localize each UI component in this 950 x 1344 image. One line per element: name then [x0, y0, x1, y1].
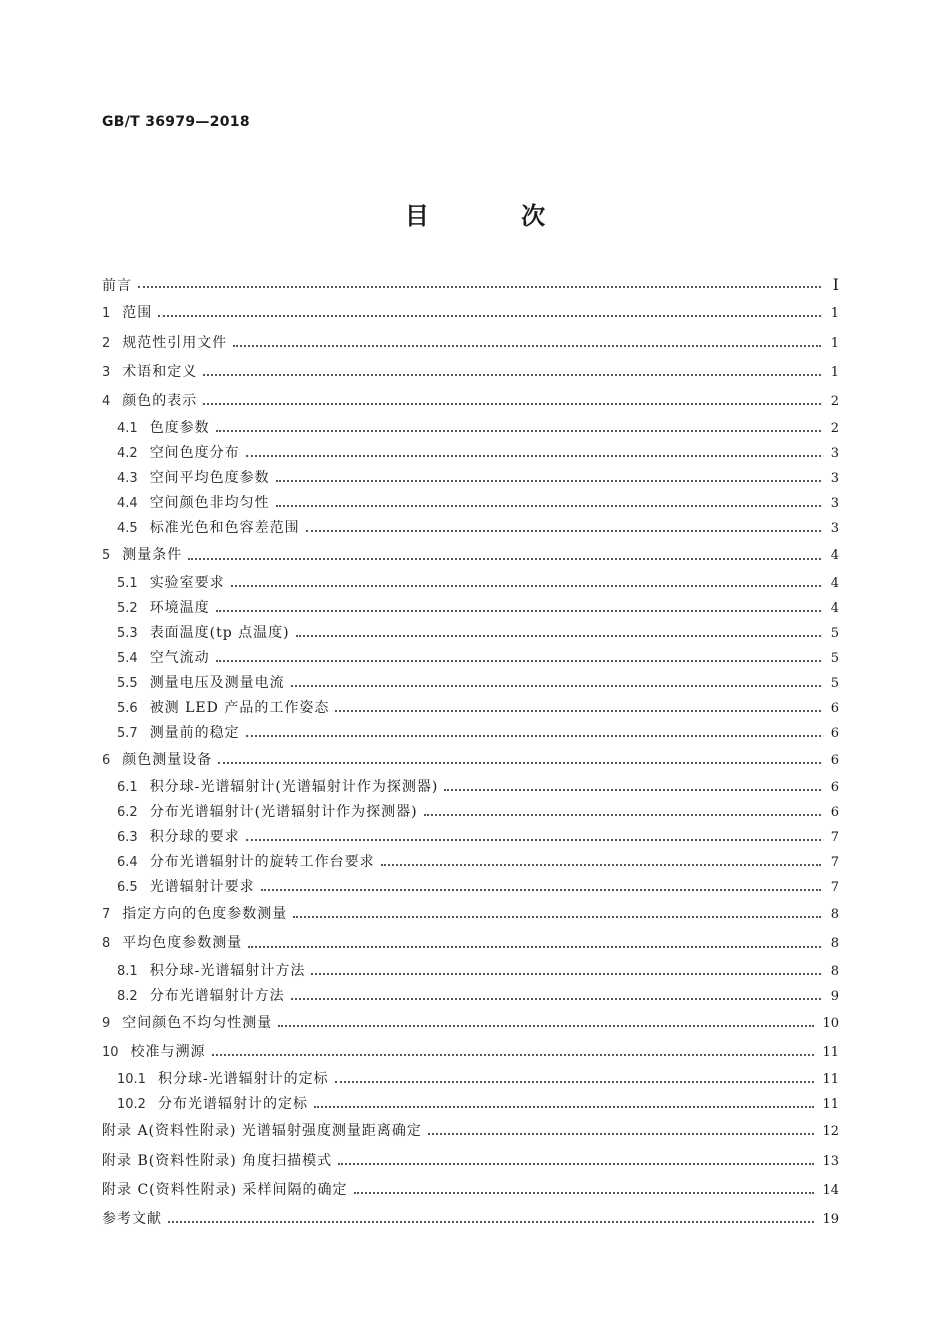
dot-leader	[311, 972, 821, 975]
toc-entry[interactable]	[102, 1009, 839, 1038]
dot-leader	[291, 684, 821, 687]
toc-entry[interactable]	[102, 596, 839, 621]
toc-entry-title: 被测 LED 产品的工作姿态	[149, 699, 330, 716]
dot-leader	[216, 659, 821, 662]
standard-code: GB/T 36979—2018	[102, 114, 250, 130]
dot-leader	[444, 788, 821, 791]
toc-entry-title: 积分球的要求	[149, 829, 240, 846]
dot-leader	[216, 609, 821, 612]
toc-entry-number: 4.4	[117, 496, 138, 512]
toc-entry-number: 7	[102, 907, 111, 923]
toc-entry-title: 空间颜色不均匀性测量	[122, 1014, 273, 1031]
dot-leader	[296, 634, 821, 637]
dot-leader	[306, 529, 821, 532]
toc-entry-number: 5	[102, 548, 111, 564]
dot-leader	[428, 1132, 815, 1135]
dot-leader	[138, 285, 821, 288]
toc-entry[interactable]	[102, 775, 839, 800]
toc-entry-page: 3	[830, 496, 839, 512]
toc-entry-title: 测量条件	[122, 547, 183, 564]
toc-entry-page: 6	[830, 780, 839, 796]
table-of-contents	[102, 270, 839, 1234]
dot-leader	[335, 1080, 815, 1083]
dot-leader	[246, 838, 821, 841]
dot-leader	[291, 997, 821, 1000]
toc-entry-number: 2	[102, 335, 111, 351]
toc-entry-page: 8	[830, 907, 839, 923]
toc-entry[interactable]	[102, 959, 839, 984]
dot-leader	[293, 915, 821, 918]
toc-entry-number: 6.3	[117, 830, 138, 846]
toc-entry-title: 分布光谱辐射计的旋转工作台要求	[149, 854, 375, 871]
toc-entry-page: 6	[830, 752, 839, 768]
toc-entry-title: 分布光谱辐射计(光谱辐射计作为探测器)	[149, 804, 418, 821]
toc-entry[interactable]	[102, 541, 839, 570]
dot-leader	[381, 863, 821, 866]
toc-entry-page: 5	[830, 675, 839, 691]
toc-entry-title: 积分球-光谱辐射计的定标	[157, 1071, 329, 1088]
dot-leader	[188, 557, 821, 560]
toc-entry[interactable]	[102, 875, 839, 900]
toc-entry-page: 5	[830, 650, 839, 666]
toc-entry-page: 3	[830, 446, 839, 462]
toc-entry[interactable]	[102, 646, 839, 671]
toc-entry[interactable]	[102, 825, 839, 850]
toc-entry-page: 3	[830, 521, 839, 537]
toc-entry-page: 6	[830, 725, 839, 741]
toc-entry-title: 实验室要求	[149, 574, 225, 591]
toc-entry[interactable]	[102, 466, 839, 491]
toc-entry[interactable]	[102, 1038, 839, 1067]
toc-entry-title: 测量电压及测量电流	[149, 674, 285, 691]
dot-leader	[158, 314, 821, 317]
toc-entry[interactable]	[102, 516, 839, 541]
toc-entry-page: 12	[822, 1124, 839, 1140]
toc-entry[interactable]	[102, 441, 839, 466]
dot-leader	[216, 429, 821, 432]
toc-entry-page: 3	[830, 471, 839, 487]
toc-entry[interactable]	[102, 621, 839, 646]
toc-entry-title: 环境温度	[149, 599, 210, 616]
toc-entry[interactable]	[102, 491, 839, 516]
toc-entry-page: 11	[822, 1072, 839, 1088]
toc-entry[interactable]	[102, 1205, 839, 1234]
toc-entry-title: 空间平均色度参数	[149, 470, 270, 487]
toc-entry-title: 测量前的稳定	[149, 724, 240, 741]
toc-entry-number: 4.2	[117, 446, 138, 462]
dot-leader	[338, 1162, 814, 1165]
dot-leader	[233, 344, 821, 347]
toc-entry-number: 10.1	[117, 1072, 146, 1088]
toc-entry-page: 1	[830, 335, 839, 351]
toc-entry-number: 8.2	[117, 988, 138, 1004]
toc-entry-number: 6.5	[117, 880, 138, 896]
toc-entry-title: 色度参数	[149, 420, 210, 437]
toc-entry-page: 9	[830, 988, 839, 1004]
toc-entry-page: 7	[830, 830, 839, 846]
toc-entry[interactable]	[102, 671, 839, 696]
dot-leader	[276, 504, 821, 507]
toc-entry-number: 5.2	[117, 600, 138, 616]
toc-entry-page: 8	[830, 963, 839, 979]
toc-entry[interactable]	[102, 721, 839, 746]
toc-entry[interactable]	[102, 929, 839, 958]
toc-entry[interactable]	[102, 329, 839, 358]
toc-entry-page: 7	[830, 880, 839, 896]
toc-entry-number: 1	[102, 306, 111, 322]
toc-entry-number: 10	[102, 1044, 119, 1060]
toc-entry-number: 5.6	[117, 700, 138, 716]
toc-entry-title: 空气流动	[149, 649, 210, 666]
toc-entry-title: 表面温度(tp 点温度)	[149, 624, 290, 641]
dot-leader	[246, 734, 821, 737]
toc-entry-title: 积分球-光谱辐射计(光谱辐射计作为探测器)	[149, 779, 439, 796]
toc-entry[interactable]	[102, 1092, 839, 1117]
toc-entry-title: 分布光谱辐射计方法	[149, 987, 285, 1004]
dot-leader	[424, 813, 821, 816]
dot-leader	[168, 1220, 814, 1223]
toc-entry-page: 8	[830, 936, 839, 952]
toc-entry-page: 4	[830, 600, 839, 616]
toc-entry-page: 1	[830, 306, 839, 322]
toc-entry-title: 平均色度参数测量	[122, 935, 243, 952]
toc-entry-number: 5.7	[117, 725, 138, 741]
toc-entry-page: 7	[830, 855, 839, 871]
toc-entry-title: 范围	[122, 305, 153, 322]
toc-entry[interactable]	[102, 1067, 839, 1092]
toc-entry-title: 空间色度分布	[149, 445, 240, 462]
toc-entry-title: 前言	[102, 278, 132, 294]
toc-entry[interactable]	[102, 800, 839, 825]
dot-leader	[354, 1191, 815, 1194]
toc-entry-number: 10.2	[117, 1097, 146, 1113]
toc-entry[interactable]	[102, 1176, 839, 1205]
toc-entry-number: 6.4	[117, 855, 138, 871]
dot-leader	[231, 584, 821, 587]
toc-entry-page: 14	[822, 1182, 839, 1198]
toc-entry-page: 13	[822, 1153, 839, 1169]
toc-entry-page: 11	[822, 1097, 839, 1113]
toc-entry-title: 指定方向的色度参数测量	[122, 906, 288, 923]
toc-entry-page: 5	[830, 625, 839, 641]
toc-entry-page: 2	[830, 421, 839, 437]
toc-entry-number: 5.1	[117, 575, 138, 591]
toc-entry-page: 4	[830, 575, 839, 591]
dot-leader	[246, 454, 821, 457]
toc-entry-title: 标准光色和色容差范围	[149, 520, 300, 537]
toc-entry[interactable]	[102, 299, 839, 328]
toc-entry-number: 5.5	[117, 675, 138, 691]
toc-entry-title: 光谱辐射计要求	[149, 879, 255, 896]
toc-entry[interactable]	[102, 358, 839, 387]
toc-entry-title: 校准与溯源	[130, 1043, 206, 1060]
dot-leader	[261, 888, 821, 891]
toc-entry-title: 积分球-光谱辐射计方法	[149, 962, 306, 979]
toc-entry-number: 6.2	[117, 805, 138, 821]
toc-entry-title: 附录 A(资料性附录) 光谱辐射强度测量距离确定	[102, 1123, 422, 1140]
dot-leader	[248, 945, 821, 948]
toc-entry-number: 3	[102, 364, 111, 380]
toc-entry-number: 4.5	[117, 521, 138, 537]
toc-entry-title: 附录 C(资料性附录) 采样间隔的确定	[102, 1181, 348, 1198]
toc-entry-page: 6	[830, 805, 839, 821]
toc-entry-title: 规范性引用文件	[122, 334, 228, 351]
toc-entry-page: 1	[830, 364, 839, 380]
toc-entry-title: 颜色测量设备	[122, 751, 213, 768]
toc-entry-number: 6.1	[117, 780, 138, 796]
dot-leader	[212, 1053, 815, 1056]
toc-entry-number: 8.1	[117, 963, 138, 979]
toc-entry[interactable]	[102, 696, 839, 721]
toc-entry-page: 4	[830, 548, 839, 564]
toc-entry-number: 5.4	[117, 650, 138, 666]
toc-entry-number: 4.1	[117, 421, 138, 437]
dot-leader	[276, 479, 821, 482]
dot-leader	[203, 402, 821, 405]
dot-leader	[203, 373, 821, 376]
toc-entry[interactable]	[102, 270, 839, 299]
toc-entry[interactable]	[102, 1117, 839, 1146]
toc-entry-title: 空间颜色非均匀性	[149, 495, 270, 512]
toc-entry-page: 6	[830, 700, 839, 716]
toc-entry-page: 10	[822, 1015, 839, 1031]
toc-entry[interactable]	[102, 850, 839, 875]
toc-entry[interactable]	[102, 746, 839, 775]
dot-leader	[278, 1024, 814, 1027]
toc-entry-title: 颜色的表示	[122, 393, 198, 410]
toc-entry-number: 4	[102, 394, 111, 410]
dot-leader	[218, 761, 821, 764]
page-title: 目 次	[404, 202, 588, 230]
dot-leader	[314, 1105, 815, 1108]
toc-entry-number: 5.3	[117, 625, 138, 641]
toc-entry[interactable]	[102, 571, 839, 596]
toc-entry[interactable]	[102, 387, 839, 416]
toc-entry-page: 2	[830, 394, 839, 410]
toc-entry-title: 参考文献	[102, 1211, 162, 1228]
toc-entry-page: I	[832, 275, 839, 294]
toc-entry-number: 9	[102, 1015, 111, 1031]
toc-entry[interactable]	[102, 1147, 839, 1176]
toc-entry-title: 附录 B(资料性附录) 角度扫描模式	[102, 1152, 333, 1169]
toc-entry-number: 6	[102, 752, 111, 768]
toc-entry-page: 11	[822, 1044, 839, 1060]
toc-entry[interactable]	[102, 984, 839, 1009]
toc-entry-number: 4.3	[117, 471, 138, 487]
toc-entry-number: 8	[102, 936, 111, 952]
dot-leader	[335, 709, 821, 712]
toc-entry-title: 术语和定义	[122, 363, 198, 380]
toc-entry[interactable]	[102, 416, 839, 441]
toc-entry-title: 分布光谱辐射计的定标	[157, 1096, 308, 1113]
toc-entry[interactable]	[102, 900, 839, 929]
toc-entry-page: 19	[822, 1212, 839, 1228]
